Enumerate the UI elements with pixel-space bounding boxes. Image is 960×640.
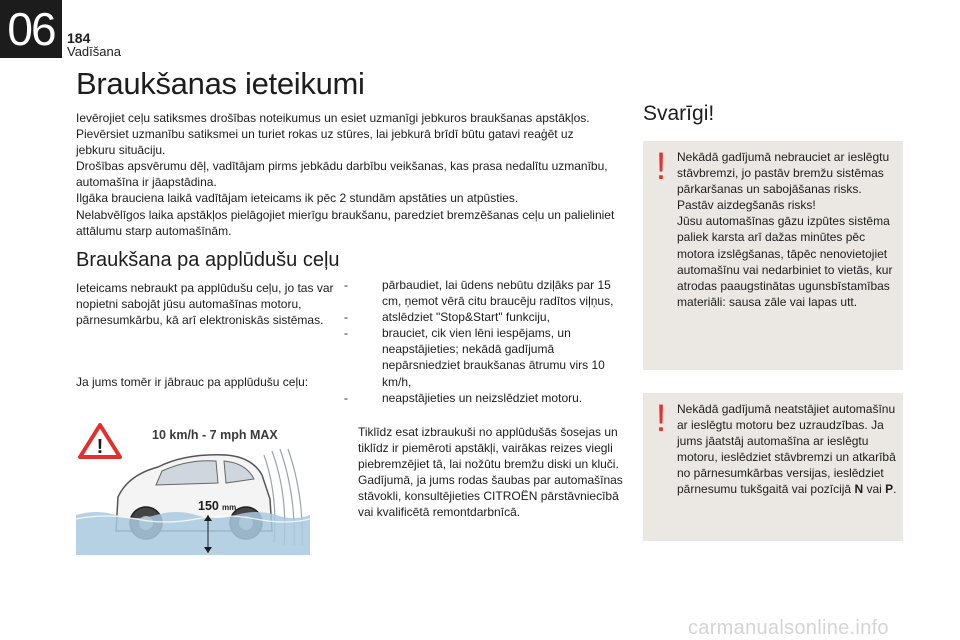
gear-park: P [885,482,894,497]
warning-end: . [893,482,897,497]
important-heading: Svarīgi! [643,102,715,125]
list-item-text: brauciet, cik vien lēni iespējams, un neapstājieties; nekādā gadījumā nepārsniedziet braukšanas ātrumu virs 10 km/h, [382,326,605,389]
exclamation-icon: ! [655,398,667,440]
exclamation-icon: ! [655,146,667,188]
flooded-road-instructions [344,277,626,406]
intro-paragraph: Pievērsiet uzmanību satiksmei un turiet rokas uz stūres, lai jebkurā brīdī būtu gatavi reaģēt uz jebkuru situāciju. [76,127,574,158]
warning-box [643,141,903,370]
chapter-number-badge: 06 [0,0,62,58]
list-dash: - [344,278,348,292]
warning-paragraph: Jūsu automašīnas gāzu izpūtes sistēma paliek karsta arī dažas minūtes pēc motora izslēgšanas, tāpēc nenovietojiet automašīnu vai nedarbiniet to vietās, kur atrodas paaugstinātas ugunsbīstamības materiāli: sausa zāle vai lapas utt. [677,214,893,309]
intro-paragraph: Ievērojiet ceļu satiksmes drošības noteikumus un esiet uzmanīgi jebkuros braukšanas apstākļos. [76,111,590,125]
intro-text [76,110,616,239]
flooded-road-left-column [76,280,338,390]
gear-neutral: N [854,482,864,497]
list-dash: - [344,326,348,341]
section-name: Vadīšana [67,44,121,59]
warning-sentence: Nekādā gadījumā neatstājiet automašīnu ar ieslēgtu motoru bez uzraudzības. Ja jums jāatstāj automašīna ar ieslēgtu motoru, ieslēdziet stāvbremzi un atkarībā no pārnesumkārbas versijas, ieslēdziet pārnesumu tukšgaitā vai pozīcijā [677,402,896,497]
after-flood-paragraph: Tiklīdz esat izbraukuši no applūdušās šosejas un tiklīdz ir piemēroti apstākļi, vairākas reizes viegli piebremzējiet tā, lai nožūtu bremžu diski un kluči. [358,424,619,471]
warning-or: vai [866,482,882,497]
list-item-text: pārbaudiet, lai ūdens nebūtu dziļāks par 15 cm, ņemot vērā citu braucēju radītos viļņus, [382,278,614,309]
warning-paragraph: Nekādā gadījumā nebrauciet ar ieslēgtu stāvbremzi, jo pastāv bremžu sistēmas pārkaršanas un sabojāšanas risks. [677,150,890,197]
list-item [344,309,626,325]
depth-value: 150 [198,499,219,513]
warning-text [677,401,899,498]
depth-unit: mm [222,503,237,512]
list-item [344,390,626,406]
warning-paragraph: Pastāv aizdegšanās risks! [677,198,816,213]
watermark: carmanualsonline.info [688,617,889,639]
list-item-text: atslēdziet "Stop&Start" funkciju, [382,310,550,325]
page-number: 184 [67,30,91,46]
warning-box [643,393,903,541]
flooded-road-illustration [76,419,310,555]
water-level [76,512,310,555]
warning-paragraph [677,401,899,498]
list-dash: - [344,390,348,405]
page-title: Braukšanas ieteikumi [76,66,365,101]
speed-limit-label: 10 km/h - 7 mph MAX [152,428,278,442]
after-flood-paragraph: Gadījumā, ja jums rodas šaubas par automašīnas stāvokli, konsultējieties CITROËN pārstāvniecībā vai kvalificētā remontdarbnīcā. [358,473,623,520]
list-item [344,277,626,309]
after-flood-text [344,424,626,521]
intro-paragraph: Nelabvēlīgos laika apstākļos pielāgojiet mierīgu braukšanu, paredziet bremzēšanas ceļu un palieliniet attālumu starp automašīnām. [76,207,615,238]
intro-paragraph: Ilgāka brauciena laikā vadītājam ieteicams ik pēc 2 stundām apstāties un atpūsties. [76,191,519,206]
warning-mark: ! [96,436,104,458]
flooded-road-heading: Braukšana pa applūdušu ceļu [76,249,340,271]
flooded-road-right-column [344,277,626,520]
intro-paragraph: Drošības apsvērumu dēļ, vadītājam pirms jebkādu darbību veikšanas, kas prasa nedalītu uzmanību, automašīna ir jāapstādina. [76,159,608,190]
flooded-road-intro-list: Ja jums tomēr ir jābrauc pa applūdušu ceļu: [76,375,309,390]
flooded-road-advice: Ieteicams nebraukt pa applūdušu ceļu, jo tas var nopietni sabojāt jūsu automašīnas motoru, pārnesumkārbu, kā arī elektroniskās sistēmas. [76,281,334,328]
list-item-text: neapstājieties un neizslēdziet motoru. [382,390,583,405]
list-item [344,325,626,389]
warning-text [677,149,899,310]
list-dash: - [344,310,348,325]
